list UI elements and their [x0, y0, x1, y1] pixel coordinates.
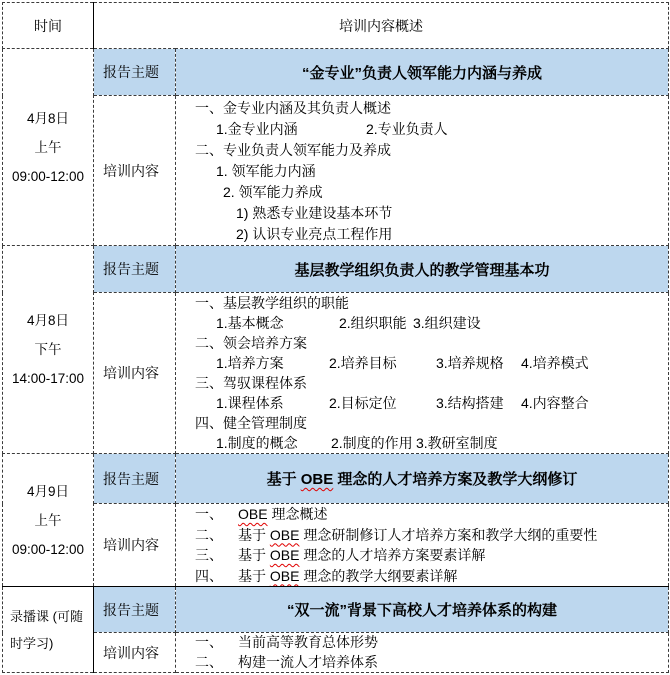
- session3-period: 上午: [34, 512, 62, 528]
- content-line: 2) 认识专业亮点工程作用: [236, 226, 393, 242]
- session4-topic-row: [3, 587, 669, 633]
- session2-content-label-cell: [94, 293, 176, 454]
- content-line: 一、基层教学组织的职能: [195, 295, 349, 311]
- obe-misspell-highlight: OBE: [269, 526, 300, 543]
- obe-misspell-highlight: OBE: [269, 547, 300, 563]
- content-line: 三、 基于 OBE 理念的人才培养方案要素详解: [195, 547, 486, 563]
- topic-label: 报告主题: [103, 470, 159, 487]
- training-schedule-table: [2, 2, 669, 673]
- content-line: 1. 领军能力内涵: [216, 163, 316, 179]
- session3-date: 4月9日: [26, 483, 70, 499]
- topic-label: 报告主题: [103, 261, 159, 277]
- content-line: 三、驾驭课程体系: [195, 375, 307, 391]
- content-label: 培训内容: [103, 162, 159, 179]
- session2-topic-row: [3, 246, 669, 293]
- content-line: 1.金专业内涵 2.专业负责人: [216, 121, 448, 137]
- session3-content-row: [3, 504, 669, 587]
- content-line: 二、 基于 OBE 理念研制修订人才培养方案和教学大纲的重要性: [195, 526, 598, 543]
- session2-time-cell: [3, 246, 94, 454]
- session3-time-cell: [3, 454, 94, 587]
- session3-content-cell: [176, 504, 669, 587]
- header-overview-cell: [94, 3, 669, 49]
- content-label: 培训内容: [103, 537, 159, 553]
- session3-hours: 09:00-12:00: [11, 541, 85, 557]
- obe-misspell-highlight: OBE: [269, 567, 300, 584]
- session3-topic-label-cell: [94, 454, 176, 504]
- session4-topic-label-cell: [94, 587, 176, 633]
- session1-date: 4月8日: [26, 110, 70, 126]
- content-line: 一、 OBE 理念概述: [195, 506, 328, 522]
- session1-content-cell: [176, 96, 669, 246]
- content-label: 培训内容: [103, 365, 159, 381]
- content-line: 一、 当前高等教育总体形势: [195, 634, 378, 650]
- session4-topic-title-cell: [176, 587, 669, 633]
- session4-time-text: 录播课 (可随时学习): [10, 608, 83, 651]
- session2-topic-label-cell: [94, 246, 176, 293]
- content-line: 二、领会培养方案: [195, 335, 307, 351]
- session1-topic-row: [3, 49, 669, 96]
- session2-content-row: [3, 293, 669, 454]
- header-time-cell: [3, 3, 94, 49]
- session2-topic-title-cell: [176, 246, 669, 293]
- topic-label: 报告主题: [103, 601, 159, 618]
- content-line: 1.课程体系 2.目标定位 3.结构搭建 4.内容整合: [216, 395, 589, 411]
- topic-label: 报告主题: [103, 64, 159, 80]
- session1-hours: 09:00-12:00: [11, 168, 85, 184]
- session1-period: 上午: [34, 139, 62, 155]
- header-overview-label: 培训内容概述: [339, 17, 423, 34]
- content-line: 2. 领军能力养成: [223, 184, 323, 200]
- session4-topic-title: “双一流”背景下高校人才培养体系的构建: [286, 602, 557, 619]
- content-label: 培训内容: [103, 644, 159, 661]
- session4-content-row: [3, 633, 669, 673]
- session3-content-label-cell: [94, 504, 176, 587]
- content-line: 1.培养方案 2.培养目标 3.培养规格 4.培养模式: [216, 355, 589, 371]
- session2-hours: 14:00-17:00: [11, 371, 85, 386]
- header-time-label: 时间: [34, 17, 62, 34]
- session1-time-cell: [3, 49, 94, 246]
- session3-topic-row: [3, 454, 669, 504]
- content-line: 四、健全管理制度: [195, 415, 307, 431]
- content-line: 二、 构建一流人才培养体系: [195, 653, 378, 670]
- session2-content-cell: [176, 293, 669, 454]
- obe-misspell-highlight: OBE: [238, 506, 268, 522]
- session1-topic-label-cell: [94, 49, 176, 96]
- session1-topic-title: “金专业”负责人领军能力内涵与养成: [301, 64, 542, 82]
- session1-topic-title-cell: [176, 49, 669, 96]
- session3-topic-title-cell: 基于 OBE 理念的人才培养方案及教学大纲修订: [176, 454, 669, 504]
- session4-time-cell: [3, 587, 94, 673]
- session4-content-cell: [176, 633, 669, 673]
- session1-content-label-cell: [94, 96, 176, 246]
- content-line: 1) 熟悉专业建设基本环节: [236, 205, 393, 221]
- session4-content-label-cell: [94, 633, 176, 673]
- content-line: 四、 基于 OBE 理念的教学大纲要素详解: [195, 567, 458, 584]
- content-line: 1.基本概念 2.组织职能 3.组织建设: [216, 315, 481, 331]
- content-line: 一、金专业内涵及其负责人概述: [195, 100, 391, 116]
- session2-date: 4月8日: [26, 313, 70, 328]
- content-line: 二、专业负责人领军能力及养成: [195, 142, 391, 158]
- session2-period: 下午: [34, 342, 62, 357]
- session1-content-row: [3, 96, 669, 246]
- header-row: [3, 3, 669, 49]
- content-line: 1.制度的概念 2.制度的作用 3.教研室制度: [216, 435, 498, 451]
- obe-misspell-highlight: OBE: [300, 471, 334, 488]
- session2-topic-title: 基层教学组织负责人的教学管理基本功: [294, 261, 550, 279]
